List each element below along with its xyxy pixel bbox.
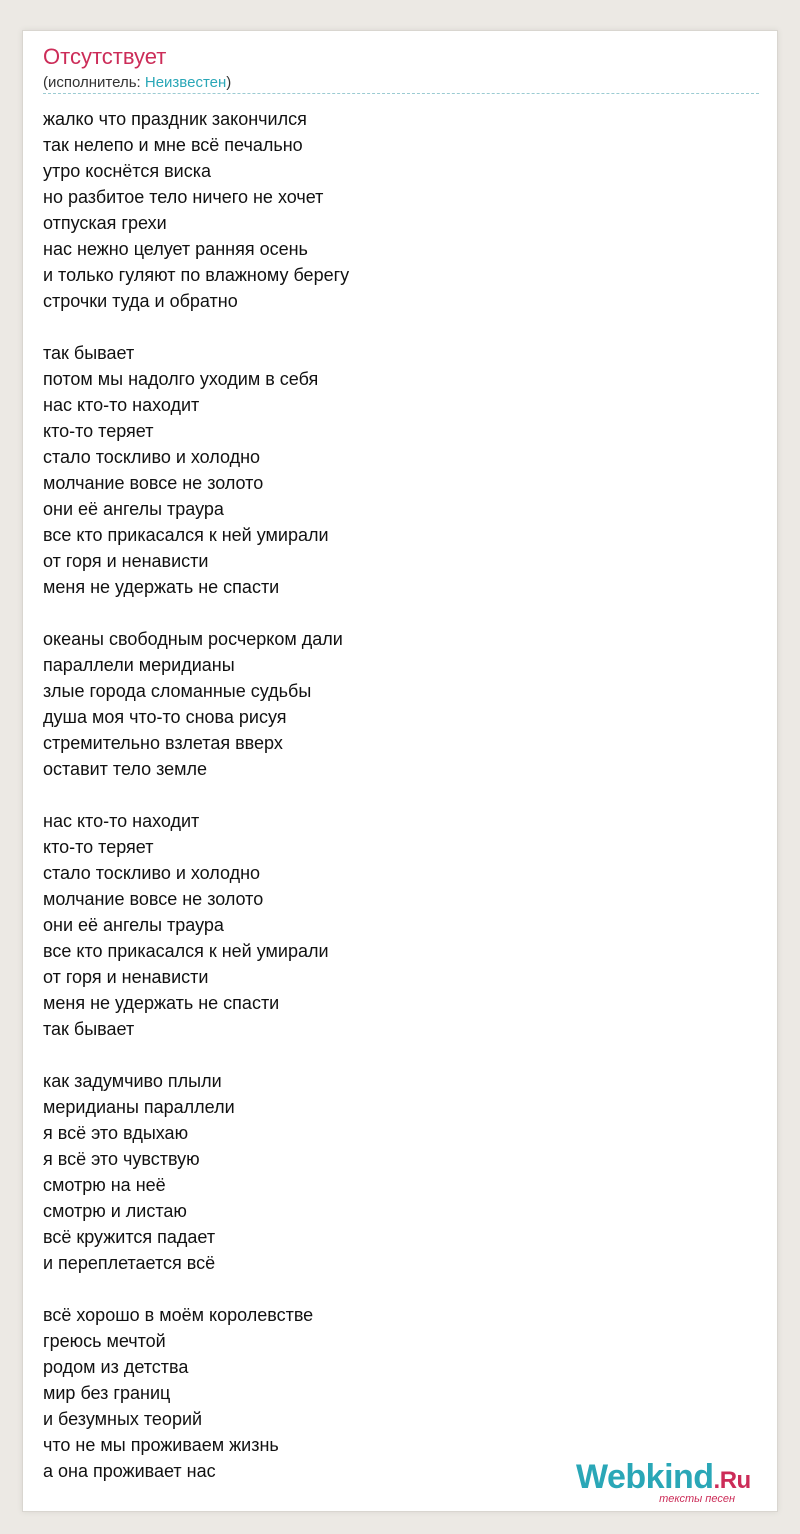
lyric-line: они её ангелы траура: [43, 499, 224, 519]
lyric-line: утро коснётся виска: [43, 161, 211, 181]
lyric-line: отпуская грехи: [43, 213, 167, 233]
lyric-line: я всё это чувствую: [43, 1149, 200, 1169]
artist-prefix: (исполнитель:: [43, 74, 145, 91]
lyrics-card: [22, 30, 778, 1512]
lyric-line: строчки туда и обратно: [43, 291, 238, 311]
logo-tagline: тексты песен: [659, 1493, 735, 1505]
lyric-line: все кто прикасался к ней умирали: [43, 525, 329, 545]
lyric-line: нас кто-то находит: [43, 395, 200, 415]
lyric-line: греюсь мечтой: [43, 1331, 166, 1351]
stanza-gap: [43, 782, 743, 808]
lyric-line: а она проживает нас: [43, 1461, 216, 1481]
lyric-line: смотрю на неё: [43, 1175, 166, 1195]
lyric-line: меня не удержать не спасти: [43, 577, 280, 597]
lyric-line: молчание вовсе не золото: [43, 473, 264, 493]
lyric-line: что не мы проживаем жизнь: [43, 1435, 279, 1455]
lyric-line: душа моя что-то снова рисуя: [43, 707, 287, 727]
lyric-line: но разбитое тело ничего не хочет: [43, 187, 324, 207]
lyric-line: мир без границ: [43, 1383, 171, 1403]
lyric-line: как задумчиво плыли: [43, 1071, 222, 1091]
lyric-line: оставит тело земле: [43, 759, 208, 779]
lyric-line: стало тоскливо и холодно: [43, 863, 261, 883]
lyrics-text: [43, 106, 743, 1484]
lyric-line: всё кружится падает: [43, 1227, 216, 1247]
lyric-line: всё хорошо в моём королевстве: [43, 1305, 314, 1325]
song-title: Отсутствует: [43, 44, 167, 69]
webkind-logo[interactable]: [576, 1459, 771, 1505]
lyric-line: жалко что праздник закончился: [43, 109, 307, 129]
lyric-line: злые города сломанные судьбы: [43, 681, 312, 701]
lyric-line: параллели меридианы: [43, 655, 235, 675]
lyric-line: стало тоскливо и холодно: [43, 447, 261, 467]
lyric-line: и переплетается всё: [43, 1253, 216, 1273]
stanza-gap: [43, 314, 743, 340]
stanza-gap: [43, 1276, 743, 1302]
lyric-line: я всё это вдыхаю: [43, 1123, 189, 1143]
lyric-line: так бывает: [43, 343, 135, 363]
artist-suffix: ): [226, 74, 232, 91]
artist-line: [43, 73, 231, 93]
lyric-line: нас нежно целует ранняя осень: [43, 239, 308, 259]
lyric-line: океаны свободным росчерком дали: [43, 629, 343, 649]
lyric-line: потом мы надолго уходим в себя: [43, 369, 319, 389]
lyric-line: и только гуляют по влажному берегу: [43, 265, 350, 285]
lyric-line: стремительно взлетая вверх: [43, 733, 283, 753]
lyric-line: родом из детства: [43, 1357, 189, 1377]
lyric-line: так нелепо и мне всё печально: [43, 135, 303, 155]
lyric-line: они её ангелы траура: [43, 915, 224, 935]
lyric-line: все кто прикасался к ней умирали: [43, 941, 329, 961]
stanza-gap: [43, 600, 743, 626]
stanza-gap: [43, 1042, 743, 1068]
lyric-line: и безумных теорий: [43, 1409, 203, 1429]
lyric-line: меня не удержать не спасти: [43, 993, 280, 1013]
lyric-line: кто-то теряет: [43, 837, 154, 857]
lyric-line: от горя и ненависти: [43, 967, 209, 987]
lyric-line: так бывает: [43, 1019, 135, 1039]
lyric-line: меридианы параллели: [43, 1097, 235, 1117]
lyric-line: от горя и ненависти: [43, 551, 209, 571]
lyric-line: кто-то теряет: [43, 421, 154, 441]
logo-wordmark: Webkind.Ru: [576, 1458, 751, 1496]
lyric-line: смотрю и листаю: [43, 1201, 187, 1221]
lyric-line: нас кто-то находит: [43, 811, 200, 831]
lyric-line: молчание вовсе не золото: [43, 889, 264, 909]
artist-link[interactable]: Неизвестен: [144, 74, 227, 91]
title-divider: [43, 93, 759, 94]
